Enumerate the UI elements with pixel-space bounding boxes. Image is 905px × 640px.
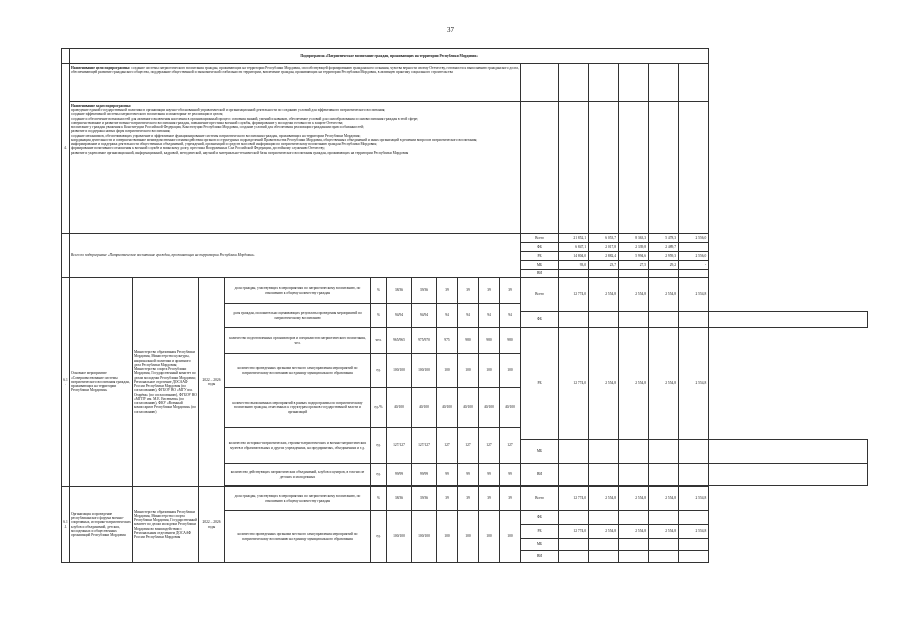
finance-value: 12 774,0 xyxy=(559,278,589,312)
total-value: 2 959,3 xyxy=(649,252,679,261)
finance-value: 2 554,8 xyxy=(589,487,619,511)
indicator-value: 100 xyxy=(458,511,479,563)
finance-value: 12 774,0 xyxy=(559,487,589,511)
total-source: ФБ xyxy=(521,243,559,252)
indicator-value: 100 xyxy=(458,354,479,388)
task-item: информирование и поддержка деятельности общественных объединений, учреждений, организаций и средств массовой информации по патриотическому воспитанию граждан Республики Мордовия; xyxy=(71,142,378,147)
finance-source: Всего xyxy=(521,487,559,511)
finance-value: 2 554,8 xyxy=(589,328,619,440)
total-value: 8 363,3 xyxy=(619,234,649,243)
event-name: Организация и проведение республиканского форума военно-спортивных, историко-патриотических клубов и объединений, детских, молодежных и общественных организаций Республики Мордовия xyxy=(70,487,133,563)
finance-source: МБ xyxy=(521,440,559,464)
total-source: Всего xyxy=(521,234,559,243)
indicator-unit: % xyxy=(371,278,387,304)
finance-value: 2 554,8 xyxy=(619,278,649,312)
task-item: формирование позитивного отношения к военной службе и воинскому долгу, престижа Вооруженных Сил Российской Федерации, достойному служению Отечеству; xyxy=(71,146,325,151)
indicator-value: 94 xyxy=(437,304,458,328)
row-number: 6.1. xyxy=(62,278,70,487)
indicator-unit: ед. xyxy=(371,354,387,388)
subprogram-goal xyxy=(70,64,521,102)
indicator-value: 40/100 xyxy=(500,388,521,428)
indicator-name: доля граждан, положительно оценивающих результаты проведения мероприятий по патриотическому воспитанию xyxy=(225,304,371,328)
indicator-unit: % xyxy=(371,487,387,511)
finance-source: РБ xyxy=(521,525,559,539)
finance-value: 2 554,8 xyxy=(679,487,709,511)
indicator-name: количество проведенных органами местного самоуправления мероприятий по патриотическому воспитанию на единицу муниципального образования xyxy=(225,354,371,388)
indicator-value: 127 xyxy=(500,428,521,464)
indicator-unit: ед./% xyxy=(371,388,387,428)
indicator-value: 980 xyxy=(500,328,521,354)
indicator-name: доля граждан, участвующих в мероприятиях по патриотическому воспитанию, по отношению к общему количеству граждан xyxy=(225,487,371,511)
indicator-value: 980 xyxy=(458,328,479,354)
indicator-value: 99 xyxy=(500,464,521,486)
indicator-value: 40/100 xyxy=(412,388,437,428)
finance-source: Всего xyxy=(521,278,559,312)
finance-value: 2 554,8 xyxy=(679,525,709,539)
subprogram-tasks xyxy=(70,102,521,234)
indicator-value: 127 xyxy=(458,428,479,464)
page-number: 37 xyxy=(447,26,454,34)
indicator-unit: % xyxy=(371,304,387,328)
indicator-name: количество выполненных мероприятий в рамках подпрограммы по патриотическому воспитанию граждан, отнесенных к структурам органов государственной власти и организаций xyxy=(225,388,371,428)
indicator-value: 40/100 xyxy=(458,388,479,428)
total-value: 23,7 xyxy=(589,261,619,270)
indicator-value: 39 xyxy=(500,487,521,511)
indicator-unit: ед. xyxy=(371,511,387,563)
finance-value: 2 554,8 xyxy=(589,525,619,539)
indicator-value: 38/36 xyxy=(387,278,412,304)
indicator-value: 980 xyxy=(479,328,500,354)
total-value: - xyxy=(679,261,709,270)
indicator-value: 127/127 xyxy=(387,428,412,464)
tasks-label: Наименование задач подпрограммы: xyxy=(71,104,132,108)
finance-source: ВИ xyxy=(521,551,559,563)
indicator-value: 38/36 xyxy=(387,487,412,511)
total-value: 29,2 xyxy=(649,261,679,270)
total-value: 5 994,6 xyxy=(619,252,649,261)
indicator-unit: чел. xyxy=(371,328,387,354)
total-value: 2 556,0 xyxy=(679,252,709,261)
indicator-value: 39 xyxy=(458,487,479,511)
finance-value: 12 774,0 xyxy=(559,328,589,440)
total-value: 2 017,8 xyxy=(589,243,619,252)
goal-label: Наименование цели подпрограммы: xyxy=(71,66,131,70)
program-table xyxy=(61,48,868,563)
finance-source: РБ xyxy=(521,328,559,440)
indicator-value: 40/100 xyxy=(479,388,500,428)
indicator-value: 99 xyxy=(437,464,458,486)
finance-value: 2 554,8 xyxy=(649,328,679,440)
indicator-name: количество действующих патриотических объединений, клубов и центров, в том числе детских и молодежных xyxy=(225,464,371,486)
finance-value: 2 554,8 xyxy=(679,278,709,312)
event-period: 2022 – 2026 годы xyxy=(199,487,225,563)
indicator-value: 100 xyxy=(479,354,500,388)
finance-source: ФБ xyxy=(521,511,559,525)
indicator-value: 40/100 xyxy=(437,388,458,428)
finance-source: ФБ xyxy=(521,312,559,328)
total-value: 14 804,0 xyxy=(559,252,589,261)
indicator-value: 39 xyxy=(479,278,500,304)
indicator-value: 100 xyxy=(437,511,458,563)
finance-source: ВИ xyxy=(521,464,559,486)
indicator-value: 94 xyxy=(458,304,479,328)
indicator-value: 39 xyxy=(437,487,458,511)
finance-value: 2 554,8 xyxy=(679,328,709,440)
indicator-name: количество подготовленных организаторов и специалистов патриотического воспитания, чел. xyxy=(225,328,371,354)
indicator-value: 40/100 xyxy=(387,388,412,428)
indicator-value: 94/94 xyxy=(387,304,412,328)
indicator-value: 99 xyxy=(458,464,479,486)
finance-value: 2 554,8 xyxy=(619,328,649,440)
indicator-value: 39 xyxy=(479,487,500,511)
indicator-value: 100/100 xyxy=(387,354,412,388)
finance-source: МБ xyxy=(521,539,559,551)
task-item: создание эффективной системы патриотического воспитания и мониторинг ее реализации в целом; xyxy=(71,112,224,117)
indicator-value: 127/127 xyxy=(412,428,437,464)
indicator-value: 975/970 xyxy=(412,328,437,354)
indicator-value: 94 xyxy=(500,304,521,328)
indicator-value: 99/99 xyxy=(387,464,412,486)
total-value: 93,0 xyxy=(559,261,589,270)
indicator-value: 39/36 xyxy=(412,487,437,511)
subprogram-title: Подпрограмма «Патриотическое воспитание граждан, проживающих на территории Республики Мордовия» xyxy=(70,49,709,64)
task-item: совершенствование и развитие военно-патриотического воспитания граждан, повышение престижа военной службы, формирование у молодежи готовности к защите Отечества; xyxy=(71,120,344,125)
goal-text: создание системы патриотического воспитания граждан, проживающих на территории Республики Мордовия, способствующей формированию гражданского сознания, чувства верности своему Отечеству, готовности к выполнению гражданского долга, обеспечивающей развитие гражданского общества, поддержание общественной и экономической стабильности территории, вовлечение граждан, проживающих на территории Республики Мордовия, в активную практику социального строительства xyxy=(71,66,519,75)
task-item: проведение единой государственной политики в организации научно-обоснованной управленческой и организационной деятельности по созданию условий для эффективного патриотического воспитания; xyxy=(71,108,386,113)
task-item: создание и обеспечение возможностей для активного включения населения в организационный процесс освоения знаний, умений и навыков, обеспечение условий для самообразования и самовоспитания граждан в этой сфере; xyxy=(71,116,419,121)
indicator-value: 127 xyxy=(437,428,458,464)
total-value: 6 053,7 xyxy=(589,234,619,243)
finance-value: 2 554,8 xyxy=(649,487,679,511)
indicator-value: 39 xyxy=(458,278,479,304)
finance-value: 2 554,8 xyxy=(649,278,679,312)
indicator-value: 99 xyxy=(479,464,500,486)
total-source: РБ xyxy=(521,252,559,261)
total-value: 2 882,4 xyxy=(589,252,619,261)
indicator-unit: ед. xyxy=(371,464,387,486)
indicator-unit: ед. xyxy=(371,428,387,464)
total-value xyxy=(679,243,709,252)
task-item: развитие и укрепление организационной, информационной, кадровой, методической, научной и материально-технической базы патриотического воспитания граждан, проживающих на территории Республики Мордовия xyxy=(71,150,409,155)
task-item: создание механизмов, обеспечивающих управление и эффективное функционирование системы патриотического воспитания граждан, проживающих на территории Республики Мордовия; xyxy=(71,133,361,138)
indicator-value: 94 xyxy=(479,304,500,328)
total-value: 2 556,0 xyxy=(679,234,709,243)
total-value: 2 489,7 xyxy=(649,243,679,252)
total-value: 27,5 xyxy=(619,261,649,270)
indicator-value: 99/99 xyxy=(412,464,437,486)
task-item: развитие и поддержка новых форм патриотического воспитания; xyxy=(71,129,171,134)
finance-value: 2 554,8 xyxy=(619,525,649,539)
subprogram-number: 4. xyxy=(62,64,70,234)
total-value: 6 847,1 xyxy=(559,243,589,252)
row-number: 6.1.1. xyxy=(62,487,70,563)
task-item: воспитание у граждан уважения к Конституции Российской Федерации, Конституции Республики Мордовия, создание условий для обеспечения реализации гражданами прав и обязанностей; xyxy=(71,125,365,130)
total-value: 21 852,1 xyxy=(559,234,589,243)
indicator-value: 100/100 xyxy=(412,511,437,563)
event-name: Основное мероприятие «Совершенствование системы патриотического воспитания граждан, проживающих на территории Республики Мордовия» xyxy=(70,278,133,487)
indicator-value: 100/100 xyxy=(387,511,412,563)
indicator-value: 100 xyxy=(500,354,521,388)
task-item: координация деятельности и совершенствование межведомственного взаимодействия органов и структурных подразделений Правительства Республики Мордовия, общественных объединений и иных организаций в решении вопросов патриотического воспитания; xyxy=(71,137,478,142)
indicator-value: 39/36 xyxy=(412,278,437,304)
finance-value: 2 554,8 xyxy=(649,525,679,539)
event-period: 2022 – 2026 годы xyxy=(199,278,225,487)
total-value: 5 478,3 xyxy=(649,234,679,243)
event-executors: Министерство образования Республики Мордовия, Министерство спорта Республики Мордовия, Государственный комитет по делам молодежи Республики Мордовия во взаимодействии с Региональным отделением ДОСААФ России Республики Мордовия xyxy=(133,487,199,563)
indicator-value: 975 xyxy=(437,328,458,354)
finance-value: 12 774,0 xyxy=(559,525,589,539)
indicator-name: количество проведенных органами местного самоуправления мероприятий по патриотическому воспитанию на единицу муниципального образования xyxy=(225,511,371,563)
indicator-value: 100/100 xyxy=(412,354,437,388)
indicator-value: 100 xyxy=(437,354,458,388)
indicator-value: 100 xyxy=(500,511,521,563)
event-executors: Министерство образования Республики Мордовия, Министерство культуры, национальной политики и архивного дела Республики Мордовия; Министерство спорта Республики Мордовия, Государственный комитет по делам молодежи Республики Мордовия; Региональное отделение ДОСААФ России Республики Мордовия (по согласованию), ФГБОУ ВО «МГУ им. Огарёва» (по согласованию), ФГБОУ ВО «МГПУ им. М.Е. Евсевьева» (по согласованию), ФКУ «Военный комиссариат Республики Мордовия» (по согласованию) xyxy=(133,278,199,487)
indicator-value: 127 xyxy=(479,428,500,464)
subprogram-total-label: Всего по подпрограмме «Патриотическое воспитание граждан, проживающих на территории Республики Мордовия» xyxy=(70,234,521,278)
indicator-value: 965/965 xyxy=(387,328,412,354)
indicator-value: 39 xyxy=(437,278,458,304)
total-source: МБ xyxy=(521,261,559,270)
indicator-value: 39 xyxy=(500,278,521,304)
indicator-name: количество историко-патриотических, героико-патриотических и военно-патриотических музеев в образовательных и других учреждениях, на предприятиях, объединениях и т.д. xyxy=(225,428,371,464)
indicator-name: доля граждан, участвующих в мероприятиях по патриотическому воспитанию, по отношению к общему количеству граждан xyxy=(225,278,371,304)
total-value: 2 339,8 xyxy=(619,243,649,252)
total-source: ВИ xyxy=(521,270,559,278)
finance-value: 2 554,8 xyxy=(619,487,649,511)
finance-value: 2 554,8 xyxy=(589,278,619,312)
indicator-value: 100 xyxy=(479,511,500,563)
indicator-value: 94/94 xyxy=(412,304,437,328)
